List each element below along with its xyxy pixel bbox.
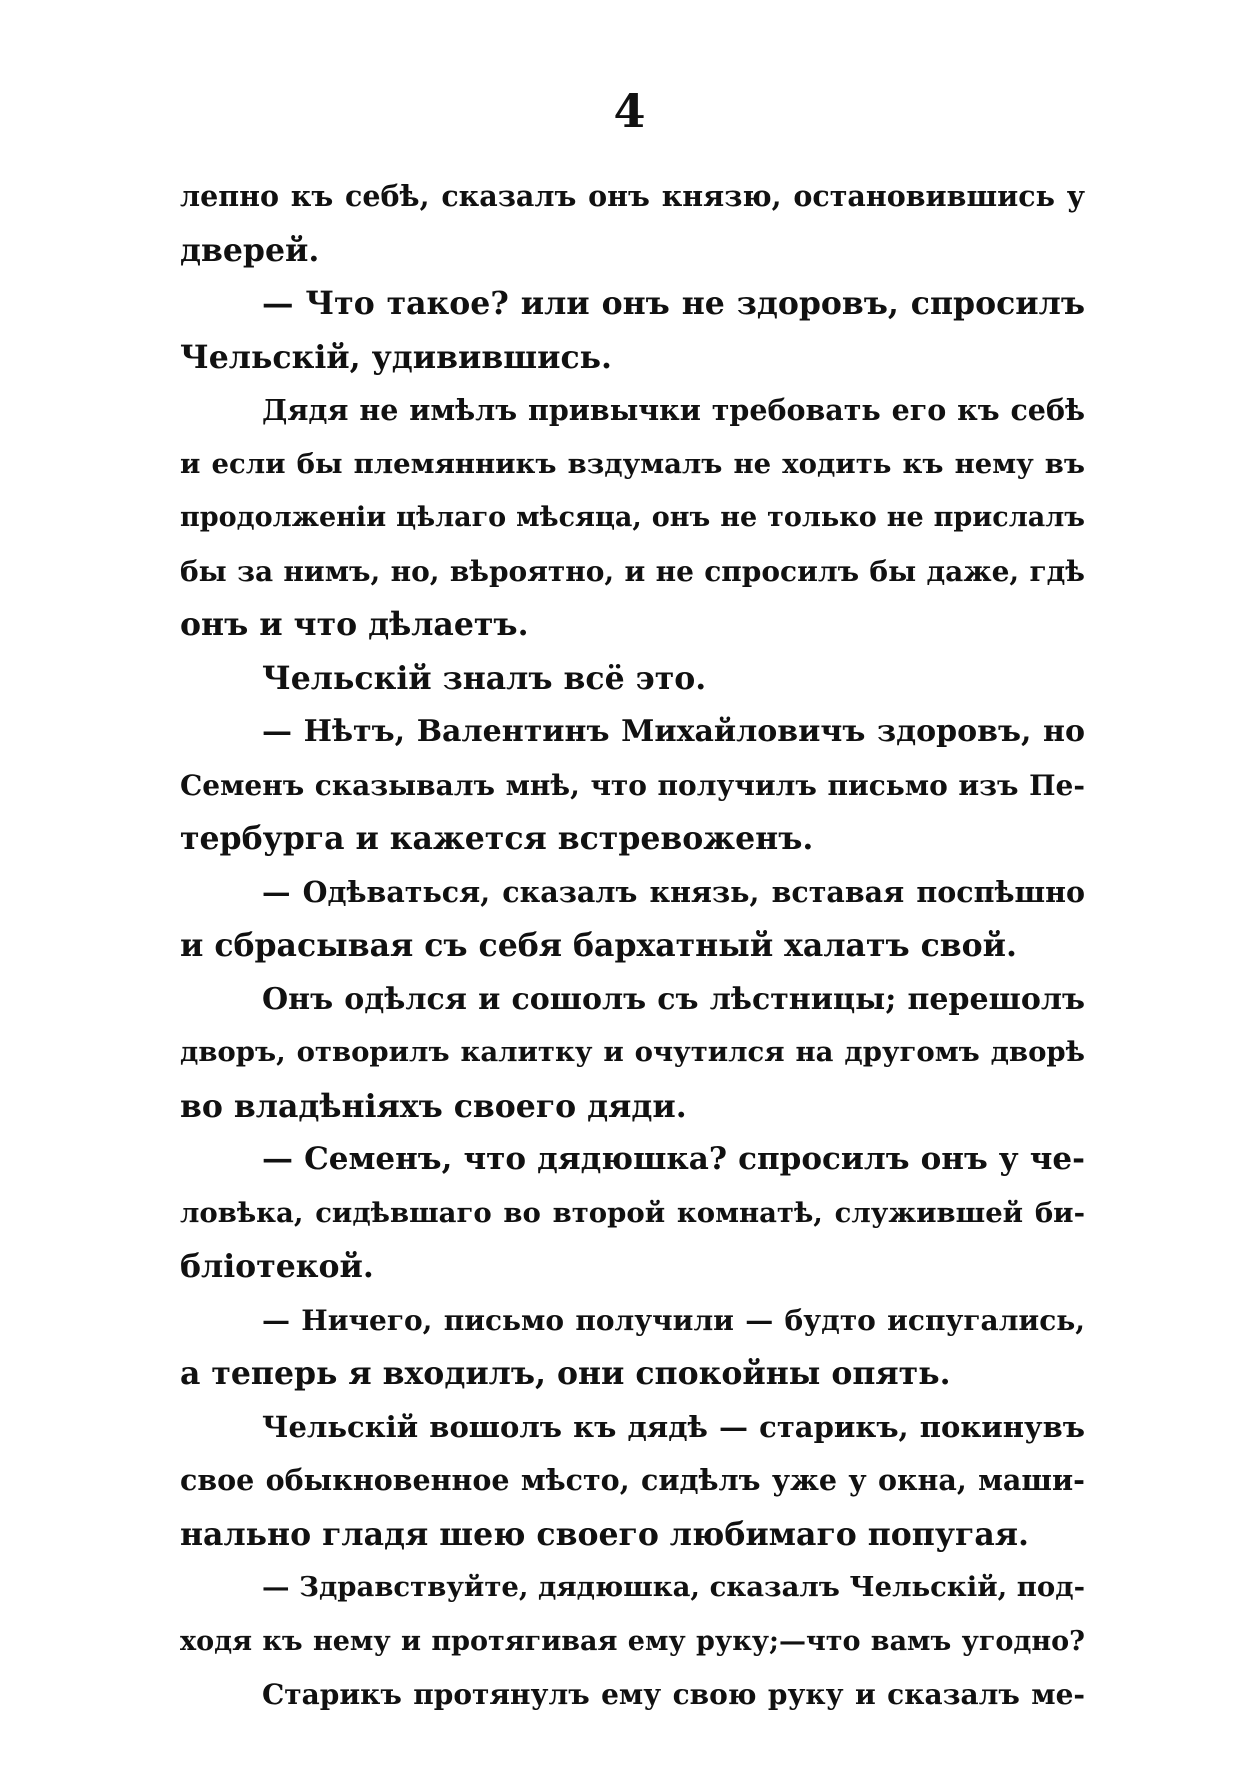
text-line: — Ничего, письмо получили — будто испугались, [262, 1303, 1085, 1337]
text-line: Чельскій вошолъ къ дядѣ — старикъ, покинувъ [262, 1409, 1085, 1444]
text-line: Чельскій зналъ всё это. [262, 659, 707, 697]
text-line: тербурга и кажется встревоженъ. [180, 820, 814, 857]
text-line: продолженіи цѣлаго мѣсяца, онъ не только не прислалъ [180, 502, 1085, 533]
text-line: — Нѣтъ, Валентинъ Михайловичъ здоровъ, но [262, 714, 1085, 749]
body-text [180, 170, 1085, 1722]
text-line: — Что такое? или онъ не здоровъ, спросилъ [262, 285, 1085, 322]
text-line: бы за нимъ, но, вѣроятно, и не спросилъ бы даже, гдѣ [180, 554, 1085, 588]
text-line: дворъ, отворилъ калитку и очутился на другомъ дворѣ [180, 1036, 1085, 1068]
text-line: дверей. [180, 231, 320, 269]
text-line: свое обыкновенное мѣсто, сидѣлъ уже у окна, маши- [180, 1463, 1085, 1497]
page-number: 4 [613, 84, 646, 138]
text-line: а теперь я входилъ, они спокойны опять. [180, 1355, 951, 1392]
text-line: — Одѣваться, сказалъ князь, вставая поспѣшно [262, 874, 1085, 909]
text-line: во владѣніяхъ своего дяди. [180, 1087, 687, 1125]
text-line: Старикъ протянулъ ему свою руку и сказалъ ме- [262, 1678, 1085, 1711]
text-line: Онъ одѣлся и сошолъ съ лѣстницы; перешолъ [262, 981, 1085, 1017]
text-line: нально гладя шею своего любимаго попугая. [180, 1515, 1029, 1553]
text-line: ходя къ нему и протягивая ему руку;—что вамъ угодно? [180, 1625, 1085, 1657]
text-line: ловѣка, сидѣвшаго во второй комнатѣ, служившей би- [180, 1196, 1085, 1229]
text-line: бліотекой. [180, 1248, 374, 1285]
text-line: — Здравствуйте, дядюшка, сказалъ Чельскій, под- [262, 1571, 1085, 1603]
text-line: и если бы племянникъ вздумалъ не ходить къ нему въ [180, 447, 1085, 480]
text-line: онъ и что дѣлаетъ. [180, 606, 529, 643]
text-line: Дядя не имѣлъ привычки требовать его къ себѣ [262, 393, 1085, 427]
text-line: лепно къ себѣ, сказалъ онъ князю, остановившись у [180, 179, 1085, 213]
text-line: Семенъ сказывалъ мнѣ, что получилъ письмо изъ Пе- [180, 768, 1085, 802]
text-line: — Семенъ, что дядюшка? спросилъ онъ у че- [262, 1141, 1085, 1177]
text-line: Чельскій, удивившись. [180, 338, 612, 376]
text-line: и сбрасывая съ себя бархатный халатъ свой. [180, 927, 1018, 964]
